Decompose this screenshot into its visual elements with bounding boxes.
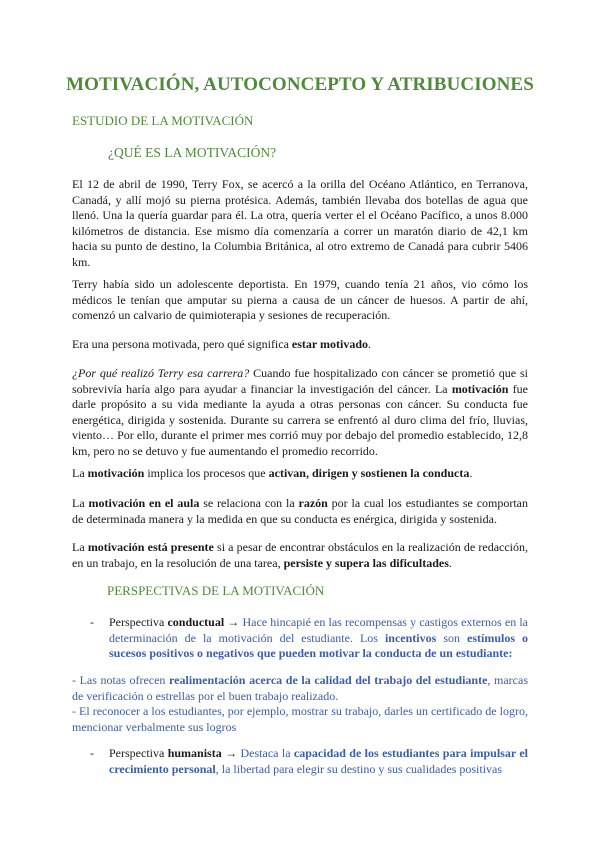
paragraph-motivation-present: La motivación está presente si a pesar de encontrar obstáculos en la realización de redacción, en un trabajo, en la resolución de una tarea, persiste y supera las dificultades. <box>72 540 529 570</box>
paragraph-motivation-definition: La motivación implica los procesos que activan, dirigen y sostienen la conducta. <box>72 466 473 480</box>
bullet-humanista: - <box>90 746 94 760</box>
paragraph-adolescent: Terry había sido un adolescente deportista. En 1979, cuando tenía 21 años, vio cómo los médicos le tenían que amputar su pierna a causa de un cáncer de huesos. A partir de ahí, comenzó un calvario de quimioterapia y sesiones de recuperación. <box>72 277 528 322</box>
list-item-humanista: Perspectiva humanista → Destaca la capacidad de los estudiantes para impulsar el crecimiento personal, la libertad para elegir su destino y sus cualidades positivas <box>109 746 529 776</box>
paragraph-motivated-person: Era una persona motivada, pero qué significa estar motivado. <box>72 337 372 351</box>
document-title: MOTIVACIÓN, AUTOCONCEPTO Y ATRIBUCIONES <box>66 74 534 95</box>
note-recognition: - El reconocer a los estudiantes, por ejemplo, mostrar su trabajo, darles un certificado de logro, mencionar verbalmente sus logros <box>72 704 528 734</box>
section-heading-perspectives: PERSPECTIVAS DE LA MOTIVACIÓN <box>107 583 325 598</box>
paragraph-terry-fox: El 12 de abril de 1990, Terry Fox, se acercó a la orilla del Océano Atlántico, en Terranova, Canadá, y allí mojó su pierna protésica. Además, también llevaba dos botellas de agua que llenó. Una la quería guardar para él. La otra, quería verter el el Océano Pacífico, a unos 8.000 kilómetros de distancia. Ese mismo día comenzaría a correr un maratón diario de 42,1 km hacia su punto de destino, la Columbia Británica, al otro extremo de Canadá para cubrir 5406 km. <box>72 177 528 269</box>
bullet-conductual: - <box>90 615 94 629</box>
paragraph-why-race: ¿Por qué realizó Terry esa carrera? Cuando fue hospitalizado con cáncer se prometió que si sobrevivía haría algo para ayudar a financiar la investigación del cáncer. La motivación fue darle propósito a su vida mediante la ayuda a otras personas con cáncer. Su conducta fue energética, dirigida y sostenida. Durante su carrera se enfrentó al duro clima del frío, lluvias, viento… Por ello, durante el primer mes corrió muy por debajo del promedio establecido, 12,8 km, pero no se detuvo y fue aumentando el promedio recorrido. <box>72 366 528 458</box>
subsection-heading-what: ¿QUÉ ES LA MOTIVACIÓN? <box>108 145 277 160</box>
list-item-conductual: Perspectiva conductual → Hace hincapié en las recompensas y castigos externos en la determinación de la motivación del estudiante. Los incentivos son estímulos o sucesos positivos o negativos que pueden motivar la conducta de un estudiante: <box>109 615 529 660</box>
section-heading-study: ESTUDIO DE LA MOTIVACIÓN <box>72 113 254 128</box>
note-grades: - Las notas ofrecen realimentación acerca de la calidad del trabajo del estudiante, marcas de verificación o estrellas por el buen trabajo realizado. <box>72 673 529 703</box>
paragraph-classroom-motivation: La motivación en el aula se relaciona con la razón por la cual los estudiantes se comportan de determinada manera y la medida en que su conducta es enérgica, dirigida y sostenida. <box>72 496 529 526</box>
